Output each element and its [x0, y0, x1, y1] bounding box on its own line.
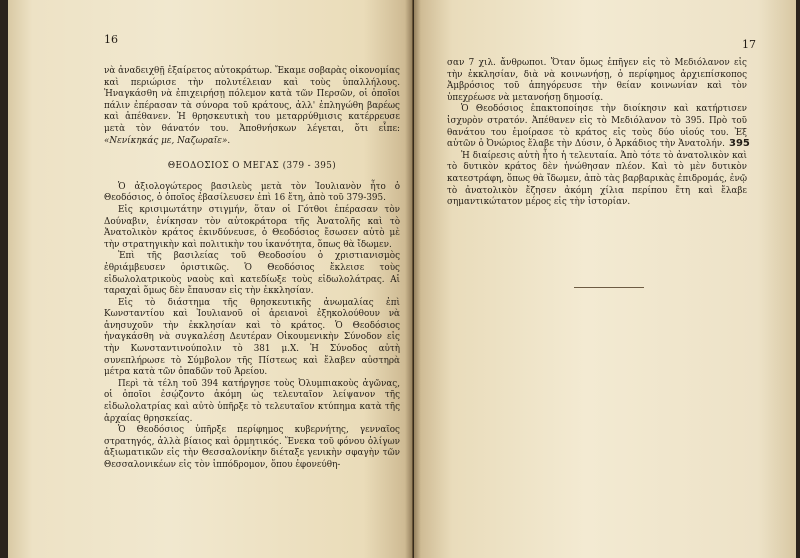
left-paragraph-2: Ὁ ἀξιολογώτερος βασιλεὺς μετὰ τὸν Ἰουλιανὸν ἦτο ὁ Θεοδόσιος, ὁ ὁποῖος ἐβασίλευσεν ἐπὶ 16 ἔτη, ἀπὸ τοῦ 379-395. [104, 181, 400, 204]
book-gutter [405, 0, 421, 558]
right-page-number: 17 [742, 38, 756, 51]
left-page [8, 0, 413, 558]
left-paragraph-4: Ἐπὶ τῆς βασιλείας τοῦ Θεοδοσίου ὁ χριστιανισμὸς ἐθριάμβευσεν ὁριστικῶς. Ὁ Θεοδόσιος ἔκλεισε τοὺς εἰδωλολατρικοὺς ναοὺς καὶ κατεδίωξε τοὺς εἰδωλολάτρας. Αἱ ταραχαὶ ὅμως δὲν ἔπαυσαν εἰς τὴν ἐκκλησίαν. [104, 251, 400, 297]
right-page [414, 0, 796, 558]
right-paragraph-1: σαν 7 χιλ. ἄνθρωποι. Ὅταν ὅμως ἐπῆγεν εἰς τὸ Μεδιόλανον εἰς τὴν ἐκκλησίαν, διὰ νὰ κοινωνήσῃ, ὁ περίφημος ἀρχιεπίσκοπος Ἀμβρόσιος τοῦ ἀπηγόρευσε τὴν θείαν κοινωνίαν καὶ τὸν ὑπεχρέωσε νὰ μετανοήσῃ δημοσίᾳ. [447, 58, 747, 103]
left-page-number: 16 [104, 33, 118, 46]
julian-quote: «Νενίκηκάς με, Ναζωραῖε». [104, 135, 231, 146]
section-heading [104, 161, 400, 173]
right-paragraph-3: Ἡ διαίρεσις αὐτὴ ἦτο ἡ τελευταία. Ἀπὸ τότε τὸ ἀνατολικὸν καὶ τὸ δυτικὸν κράτος δὲν ἡνώθησαν πλέον. Καὶ τὸ μὲν δυτικὸν κατεστράφη, ὅπως θὰ ἴδωμεν, ἀπὸ τὰς βαρβαρικὰς ἐπιδρομάς, ἐνῷ τὸ ἀνατολικὸν ἔζησεν ἀκόμη χίλια περίπου ἔτη καὶ ἔλαβε σημαντικώτατον μέρος εἰς τὴν ἱστορίαν. [447, 150, 747, 208]
left-paragraph-7: Ὁ Θεοδόσιος ὑπῆρξε περίφημος κυβερνήτης, γενναῖος στρατηγός, ἀλλὰ βίαιος καὶ ὁρμητικός. Ἕνεκα τοῦ φόνου ὀλίγων ἀξιωματικῶν εἰς τὴν Θεσσαλονίκην διέταξε γενικὴν σφαγὴν τῶν Θεσσαλονικέων εἰς τὸν ἱππόδρομον, ὅπου ἐφονεύθη- [104, 425, 400, 470]
end-rule [574, 287, 644, 288]
left-paragraph-5: Εἰς τὸ διάστημα τῆς θρησκευτικῆς ἀνωμαλίας ἐπὶ Κωνσταντίου καὶ Ἰουλιανοῦ οἱ ἀρειανοὶ ἐξηκολούθουν νὰ ἀνησυχοῦν τὴν ἐκκλησίαν καὶ τὸ κράτος. Ὁ Θεοδόσιος ἠναγκάσθη νὰ συγκαλέσῃ Δευτέραν Οἰκουμενικὴν Σύνοδον εἰς τὴν Κωνσταντινούπολιν τὸ 381 μ.Χ. Ἡ Σύνοδος αὐτὴ συνεπλήρωσε τὸ Σύμβολον τῆς Πίστεως καὶ ἔλαβεν αὐστηρὰ μέτρα κατὰ τῶν ὀπαδῶν τοῦ Ἀρείου. [104, 297, 400, 378]
left-paragraph-6: Περὶ τὰ τέλη τοῦ 394 κατήργησε τοὺς Ὀλυμπιακοὺς ἀγῶνας, οἱ ὁποῖοι ἐσῴζοντο ἀκόμη ὡς τελευταῖον λείψανον τῆς εἰδωλολατρίας καὶ αὐτὸ ὑπῆρξε τὸ τελευταῖον κτύπημα κατὰ τῆς ἀρχαίας θρησκείας. [104, 378, 400, 424]
right-page-text [447, 58, 747, 209]
left-paragraph-1: νὰ ἀναδειχθῇ ἐξαίρετος αὐτοκράτωρ. Ἔκαμε σοβαρὰς οἰκονομίας καὶ περιώρισε τὴν πολυτέλειαν καὶ τοὺς ὑπαλλήλους. Ἠναγκάσθη νὰ ἐπιχειρήσῃ πόλεμον κατὰ τῶν Περσῶν, οἱ ὁποῖοι πάλιν ἐπέρασαν τὰ σύνορα τοῦ κράτους, ἀλλ' ἐπληγώθη βαρέως καὶ ἀπέθανεν. Ἡ θρησκευτικὴ του μεταρρύθμισις κατέρρευσε μετὰ τὸν θάνατόν του. Ἀποθνήσκων λέγεται, ὅτι εἶπε: «Νενίκηκάς με, Ναζωραῖε». [104, 66, 400, 146]
right-paragraph-2: Ὁ Θεοδόσιος ἐπακτοποίησε τὴν διοίκησιν καὶ κατήρτισεν ἰσχυρὸν στρατόν. Ἀπέθανεν εἰς τὸ Μεδιόλανον τὸ 395. Πρὸ τοῦ θανάτου του ἐμοίρασε τὸ κράτος εἰς τοὺς δύο υἱούς του. Ἐξ αὐτῶν ὁ Ὀνώριος ἔλαβε τὴν Δύσιν, ὁ Ἀρκάδιος τὴν Ἀνατολήν. [447, 104, 747, 150]
margin-year-note: 395 [729, 138, 750, 149]
section-heading-title: ΘΕΟΔΟΣΙΟΣ Ο ΜΕΓΑΣ [167, 161, 280, 172]
left-page-text [104, 66, 400, 472]
section-heading-dates: (379 - 395) [282, 161, 337, 172]
left-paragraph-3: Εἰς κρισιμωτάτην στιγμήν, ὅταν οἱ Γότθοι ἐπέρασαν τὸν Δούναβιν, ἐνίκησαν τὸν αὐτοκράτορα τῆς Ἀνατολῆς καὶ τὸ Ἀνατολικὸν κράτος ἐκινδύνευσε, ὁ Θεοδόσιος ἔσωσεν αὐτὸ μὲ τὴν στρατηγικὴν καὶ πολιτικὴν του ἱκανότητα, ὅπως θὰ ἴδωμεν. [104, 204, 400, 250]
